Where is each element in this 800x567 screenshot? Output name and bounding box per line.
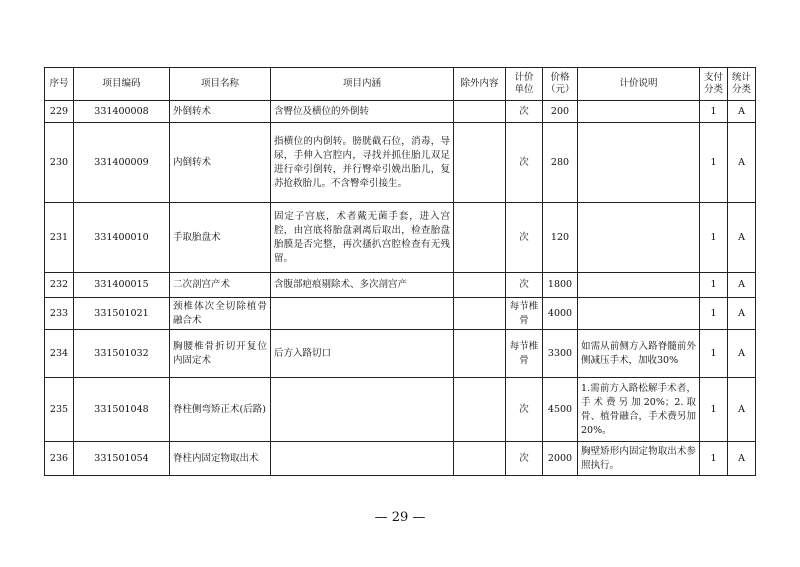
cell-note (578, 123, 700, 203)
cell-content: 含腹部疤痕剔除术、多次剖宫产 (271, 273, 454, 298)
cell-content (271, 378, 454, 442)
cell-note: 1.需前方入路松解手术者，手术费另加20%；2.取骨、植骨融合，手术费另加20%。 (578, 378, 700, 442)
cell-price: 1800 (543, 273, 578, 298)
header-name: 项目名称 (170, 68, 271, 101)
cell-name: 颈椎体次全切除植骨融合术 (170, 298, 271, 330)
cell-stat: A (728, 101, 756, 123)
page-number: — 29 — (374, 510, 426, 525)
cell-price: 4000 (543, 298, 578, 330)
cell-price: 2000 (543, 442, 578, 476)
header-price (543, 68, 578, 101)
cell-price: 120 (543, 203, 578, 273)
cell-pay: 1 (700, 123, 728, 203)
fee-schedule-table (44, 67, 756, 476)
header-stat-line1: 统计 (731, 72, 751, 83)
cell-note (578, 298, 700, 330)
cell-stat: A (728, 330, 756, 378)
cell-seq: 233 (45, 298, 74, 330)
cell-name: 脊柱侧弯矫正术(后路) (170, 378, 271, 442)
cell-pay: 1 (700, 378, 728, 442)
cell-seq: 232 (45, 273, 74, 298)
cell-content: 指横位的内倒转。膀胱截石位，消毒，导尿，手伸入宫腔内，寻找并抓住胎儿双足进行牵引倒转，并行臀牵引娩出胎儿，复苏抢救胎儿。不含臀牵引接生。 (271, 123, 454, 203)
cell-pay: 1 (700, 203, 728, 273)
cell-unit: 每节椎骨 (506, 298, 543, 330)
cell-name: 脊柱内固定物取出术 (170, 442, 271, 476)
cell-exclude (454, 330, 506, 378)
cell-seq: 234 (45, 330, 74, 378)
header-stat-line2: 分类 (731, 84, 751, 95)
cell-code: 331501032 (74, 330, 170, 378)
table-header-row (45, 68, 756, 101)
cell-pay: 1 (700, 273, 728, 298)
cell-unit: 次 (506, 378, 543, 442)
table-row (45, 330, 756, 378)
cell-pay: 1 (700, 298, 728, 330)
cell-unit: 每节椎骨 (506, 330, 543, 378)
cell-exclude (454, 442, 506, 476)
cell-name: 胸腰椎骨折切开复位内固定术 (170, 330, 271, 378)
header-exclude: 除外内容 (454, 68, 506, 101)
cell-stat: A (728, 123, 756, 203)
cell-price: 280 (543, 123, 578, 203)
cell-note (578, 203, 700, 273)
cell-price: 3300 (543, 330, 578, 378)
cell-exclude (454, 298, 506, 330)
header-code: 项目编码 (74, 68, 170, 101)
cell-unit: 次 (506, 442, 543, 476)
cell-exclude (454, 101, 506, 123)
header-unit-line2: 单位 (514, 84, 534, 95)
table-row (45, 378, 756, 442)
cell-pay: 1 (700, 101, 728, 123)
header-pay-line2: 分类 (703, 84, 723, 95)
cell-exclude (454, 273, 506, 298)
cell-unit: 次 (506, 203, 543, 273)
cell-name: 二次剖宫产术 (170, 273, 271, 298)
header-seq: 序号 (45, 68, 74, 101)
cell-seq: 231 (45, 203, 74, 273)
cell-name: 外倒转术 (170, 101, 271, 123)
header-stat (728, 68, 756, 101)
cell-unit: 次 (506, 123, 543, 203)
cell-code: 331501054 (74, 442, 170, 476)
cell-seq: 229 (45, 101, 74, 123)
cell-content: 后方入路切口 (271, 330, 454, 378)
cell-code: 331400008 (74, 101, 170, 123)
table-row (45, 298, 756, 330)
header-pay-line1: 支付 (703, 72, 723, 83)
table-row (45, 442, 756, 476)
header-unit-line1: 计价 (514, 72, 534, 83)
cell-content (271, 442, 454, 476)
cell-seq: 236 (45, 442, 74, 476)
cell-code: 331400010 (74, 203, 170, 273)
header-note: 计价说明 (578, 68, 700, 101)
header-content: 项目内涵 (271, 68, 454, 101)
cell-pay: 1 (700, 442, 728, 476)
cell-name: 内倒转术 (170, 123, 271, 203)
cell-exclude (454, 203, 506, 273)
cell-content (271, 298, 454, 330)
cell-seq: 235 (45, 378, 74, 442)
cell-code: 331501021 (74, 298, 170, 330)
cell-note: 如需从前侧方入路脊髓前外侧减压手术，加收30% (578, 330, 700, 378)
header-price-line2: （元） (546, 84, 575, 95)
cell-content: 固定子宫底，术者戴无菌手套，进入宫腔，由宫底将胎盘剥离后取出，检查胎盘胎膜是否完整，再次搔扒宫腔检查有无残留。 (271, 203, 454, 273)
cell-stat: A (728, 442, 756, 476)
cell-price: 200 (543, 101, 578, 123)
cell-unit: 次 (506, 273, 543, 298)
cell-seq: 230 (45, 123, 74, 203)
header-price-line1: 价格 (550, 72, 570, 83)
header-pay (700, 68, 728, 101)
cell-code: 331501048 (74, 378, 170, 442)
cell-code: 331400009 (74, 123, 170, 203)
cell-name: 手取胎盘术 (170, 203, 271, 273)
cell-exclude (454, 378, 506, 442)
cell-note (578, 101, 700, 123)
cell-note (578, 273, 700, 298)
table-row (45, 123, 756, 203)
cell-stat: A (728, 378, 756, 442)
table-row (45, 273, 756, 298)
table-row (45, 101, 756, 123)
cell-pay: 1 (700, 330, 728, 378)
cell-stat: A (728, 273, 756, 298)
cell-stat: A (728, 203, 756, 273)
cell-note: 胸壁矫形内固定物取出术参照执行。 (578, 442, 700, 476)
header-unit (506, 68, 543, 101)
cell-stat: A (728, 298, 756, 330)
cell-content: 含臀位及横位的外倒转 (271, 101, 454, 123)
cell-exclude (454, 123, 506, 203)
cell-unit: 次 (506, 101, 543, 123)
cell-code: 331400015 (74, 273, 170, 298)
cell-price: 4500 (543, 378, 578, 442)
table-row (45, 203, 756, 273)
